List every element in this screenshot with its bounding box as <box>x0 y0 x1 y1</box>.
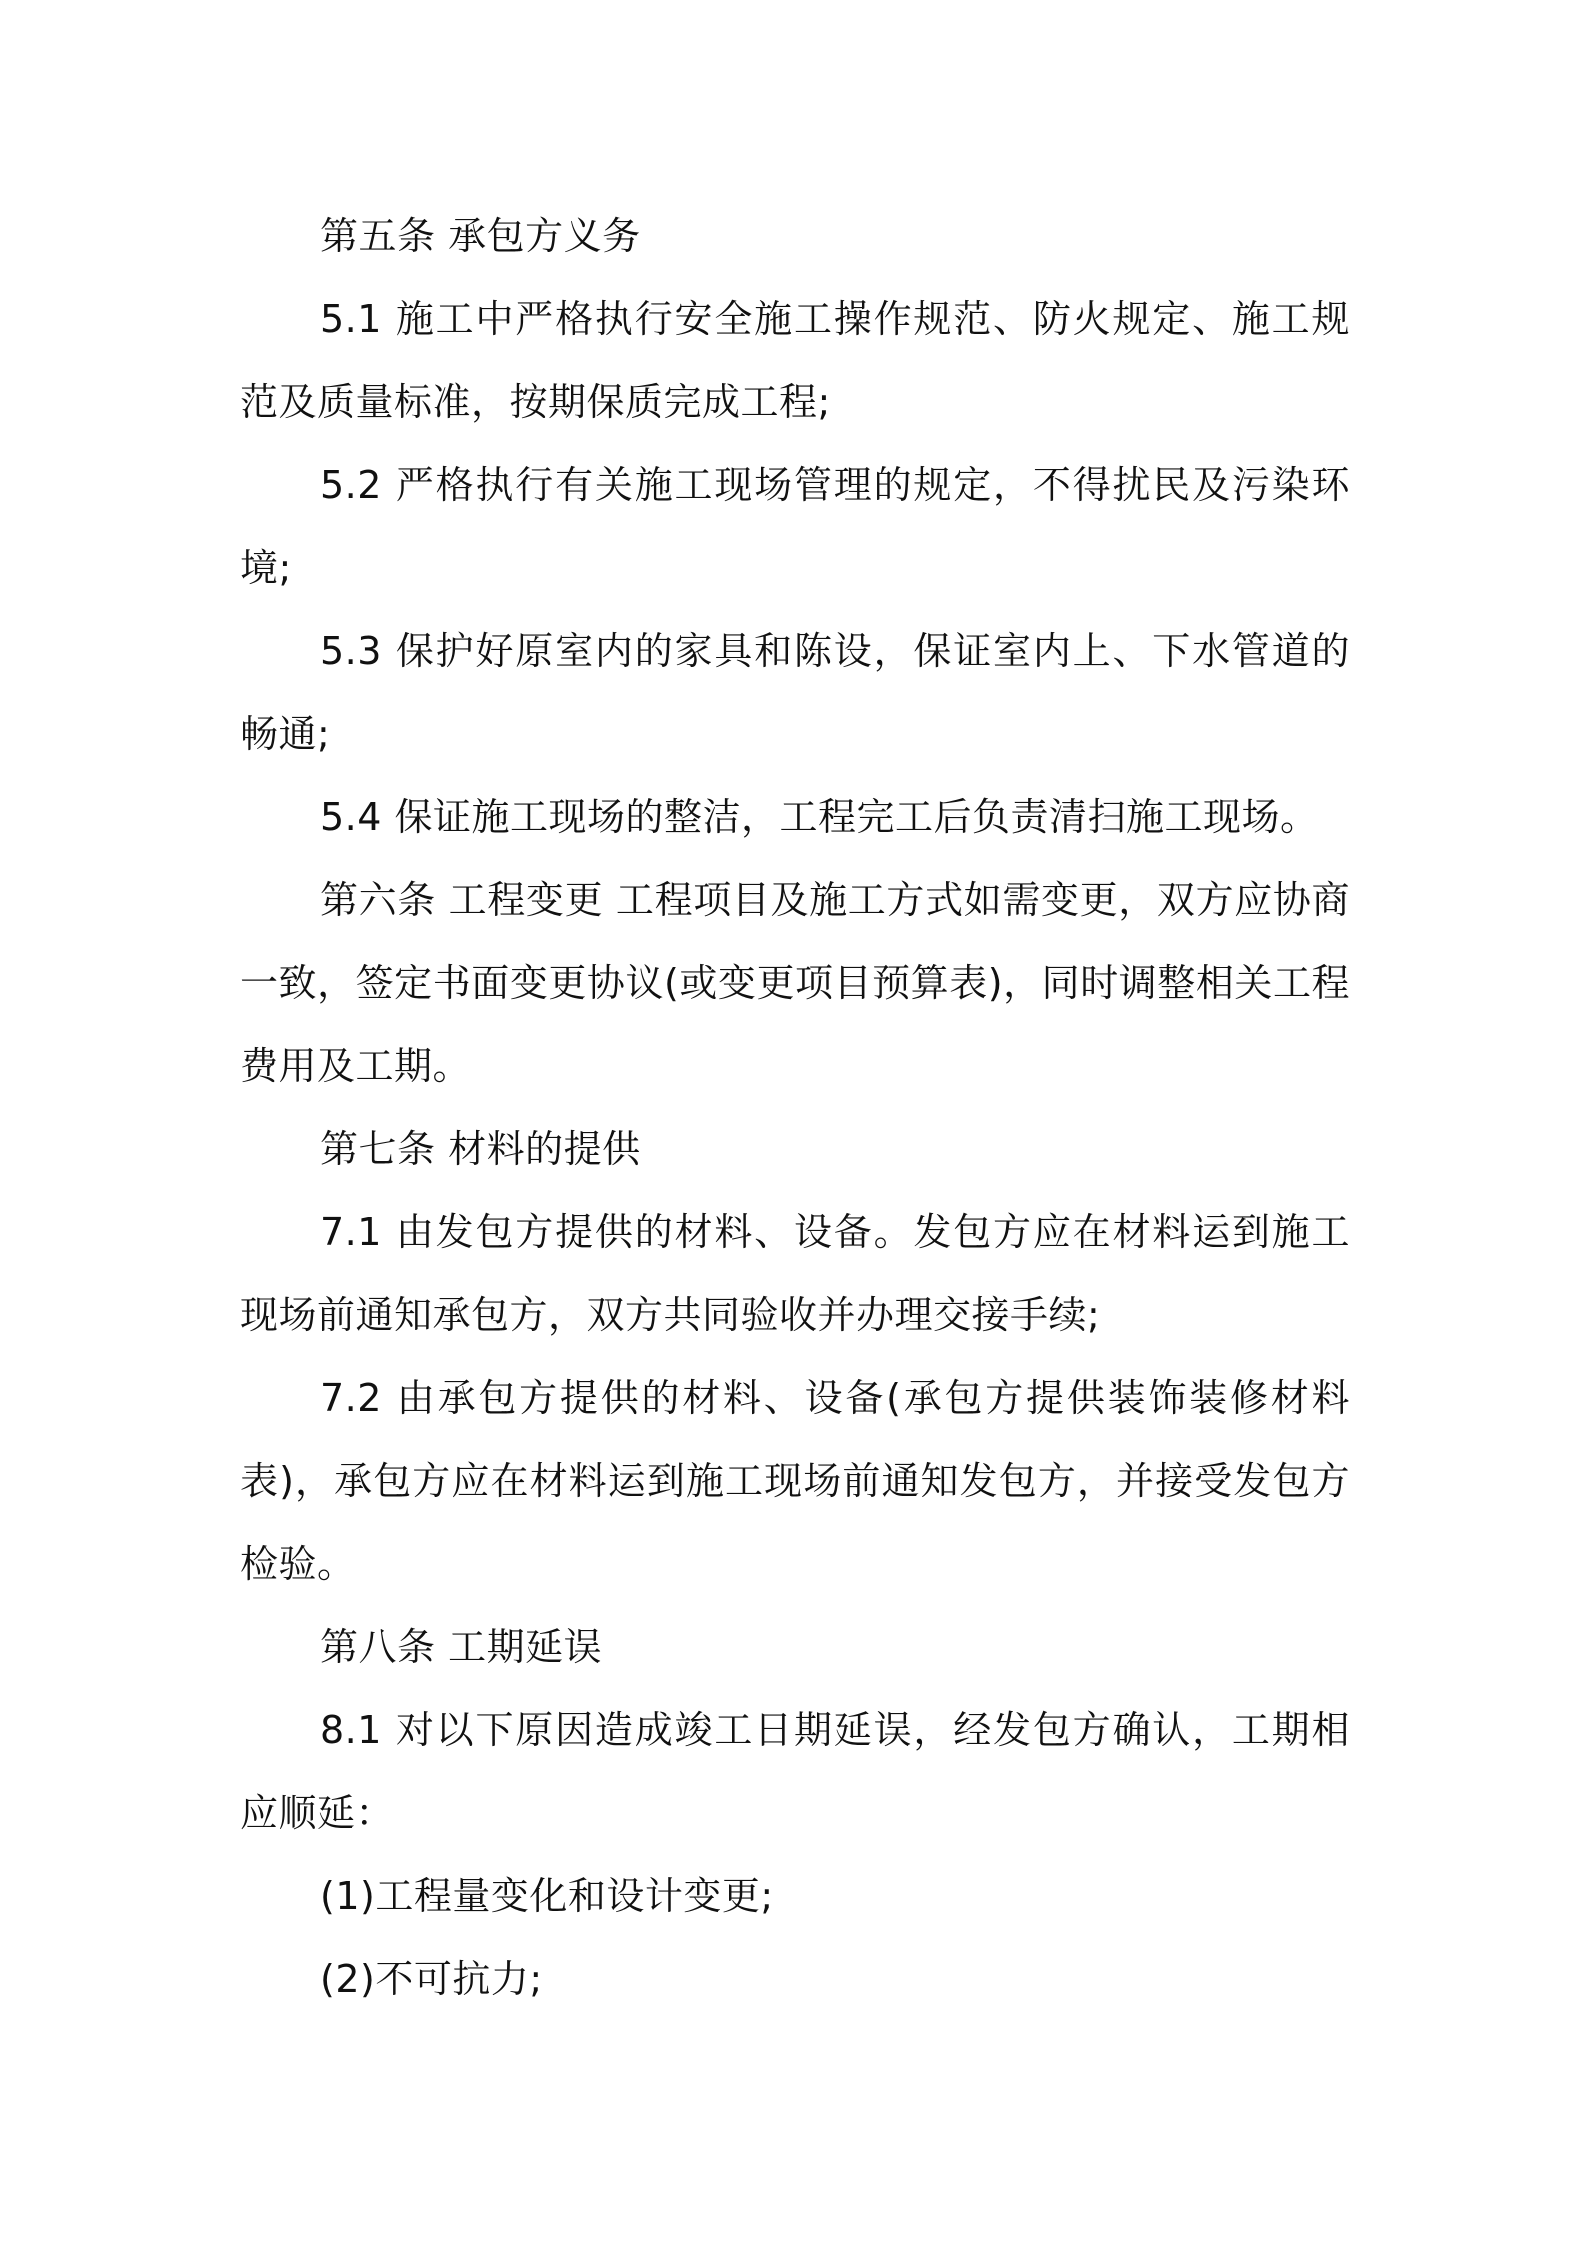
article-8-heading: 第八条 工期延误 <box>320 1625 603 1669</box>
clause-8-1: 8.1 对以下原因造成竣工日期延误，经发包方确认，工期相应顺延： <box>240 1708 1350 1835</box>
article-6-paragraph: 第六条 工程变更 工程项目及施工方式如需变更，双方应协商一致，签定书面变更协议(或变更项目预算表)，同时调整相关工程费用及工期。 <box>240 878 1350 1088</box>
clause-5-1: 5.1 施工中严格执行安全施工操作规范、防火规定、施工规范及质量标准，按期保质完成工程; <box>240 297 1350 424</box>
clause-5-3: 5.3 保护好原室内的家具和陈设，保证室内上、下水管道的畅通; <box>240 629 1350 756</box>
article-5-heading: 第五条 承包方义务 <box>320 214 641 258</box>
clause-7-2: 7.2 由承包方提供的材料、设备(承包方提供装饰装修材料表)，承包方应在材料运到施工现场前通知发包方，并接受发包方检验。 <box>240 1376 1350 1586</box>
list-item-1: (1)工程量变化和设计变更; <box>320 1874 774 1918</box>
article-7-heading: 第七条 材料的提供 <box>320 1127 641 1171</box>
clause-7-1: 7.1 由发包方提供的材料、设备。发包方应在材料运到施工现场前通知承包方，双方共同验收并办理交接手续; <box>240 1210 1350 1337</box>
list-item-2: (2)不可抗力; <box>320 1957 543 2001</box>
clause-5-2: 5.2 严格执行有关施工现场管理的规定，不得扰民及污染环境; <box>240 463 1350 590</box>
clause-5-4: 5.4 保证施工现场的整洁，工程完工后负责清扫施工现场。 <box>320 795 1319 839</box>
document-body <box>240 195 1350 2021</box>
